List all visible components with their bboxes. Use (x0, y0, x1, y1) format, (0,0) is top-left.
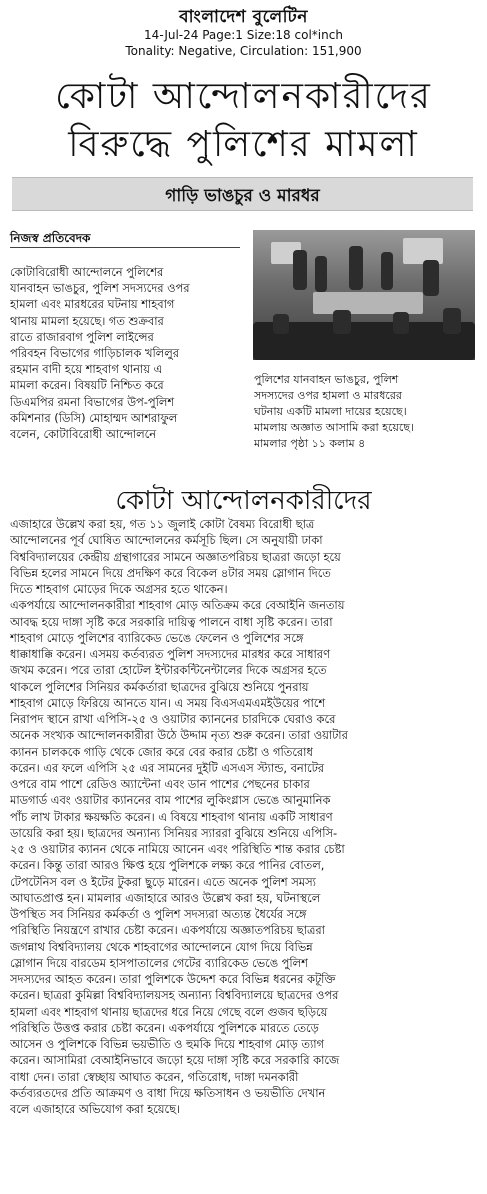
subheadline: গাড়ি ভাঙচুর ও মারধর (165, 186, 320, 206)
lead-column (10, 264, 244, 442)
body-text-line: অনেক সংখ্যক আন্দোলনকারীরা উঠে উদ্দাম নৃত্য শুরু করেন। তারা ওয়াটার (10, 728, 348, 743)
lead-text-line: যানবাহন ভাঙচুর, পুলিশ সদস্যদের ওপর (10, 281, 190, 296)
body-text-line: করেন। এর ফলে এপিসি ২৫ এর সামনের দুইটি এসএস স্ট্যান্ড, বনাটের (10, 760, 325, 775)
lead-text-line: ডিএমপির রমনা বিভাগের উপ-পুলিশ (10, 394, 175, 409)
body-text-line: একপর্যায়ে আন্দোলনকারীরা শাহবাগ মোড় অতিক্রম করে বেআইনি জনতায় (10, 598, 345, 613)
caption-text-line: মামলার পৃষ্ঠা ১১ কলাম ৪ (254, 437, 366, 450)
lead-text-line: কোটাবিরোধী আন্দোলনে পুলিশের (10, 265, 164, 279)
body-text-line: আঘাতপ্রাপ্ত হন। মামলার এজাহারে আরও উল্লেখ করা হয়, ঘটনাস্থলে (10, 890, 321, 905)
body-text-line: স্লোগান দিয়ে বারডেম হাসপাতালের গেটের ব্যারিকেড ভেঙে পুলিশ (10, 955, 308, 970)
body-text-line: জখম করেন। পরে তারা হোটেল ইন্টারকন্টিনেন্টালের দিকে অগ্রসর হতে (10, 663, 327, 678)
subheadline-bar (12, 177, 473, 211)
clipping-meta-date-page: 14-Jul-24 Page:1 Size:18 col*inch (144, 28, 343, 42)
body-text-line: টেপটেনিস বল ও ইটের টুকরা ছুড়ে মারেন। এতে অনেক পুলিশ সমস্য (10, 874, 316, 889)
body-text-line: উপস্থিত সব সিনিয়র কর্মকর্তা ও পুলিশ সদস্যরা অত্যন্ত ধৈর্যের সঙ্গে (10, 907, 307, 921)
body-text-line: ২৫ ও ওয়াটার ক্যানন থেকে নামিয়ে আনেন এবং পরিস্থিতি শান্ত করার চেষ্টা (10, 842, 345, 856)
body-text-line: করেন। আসামিরা বেআইনিভাবে জড়ো হয়ে দাঙ্গা সৃষ্টি করে সরকারি কাজে (10, 1053, 340, 1068)
lead-text-line: কমিশনার (ডিসি) মোহাম্মদ আশরাফুল (10, 410, 178, 425)
lead-text-line: পরিবহন বিভাগের গাড়িচালক খলিলুর (10, 346, 179, 361)
lead-text-line: রহমান বাদী হয়ে শাহবাগ থানায় এ (10, 362, 163, 377)
body-text-line: শাহবাগ মোড়ে পুলিশের ব্যারিকেড ভেঙে ফেলেন ও পুলিশের সঙ্গে (10, 630, 304, 645)
body-text-line: বিভিন্ন হলের সামনে দিয়ে প্রদক্ষিণ করে বিকেল ৪টার সময় স্লোগান দিতে (10, 565, 331, 580)
continuation-title: কোটা আন্দোলনকারীদের (115, 486, 372, 516)
lead-text-line: মামলা করেন। বিষয়টি নিশ্চিত করে (10, 378, 164, 393)
body-text-line: ডায়েরি করা হয়। ছাত্রদের অন্যান্য সিনিয়র স্যাররা বুঝিয়ে শুনিয়ে এপিসি- (10, 825, 338, 840)
body-text-line: করেন। ছাত্ররা কুমিল্লা বিশ্ববিদ্যালয়সহ অন্যান্য বিশ্ববিদ্যালয়ে ছাত্রদের ওপর (10, 988, 339, 1003)
body-text-line: এজাহারে উল্লেখ করা হয়, গত ১১ জুলাই কোটা বৈষম্য বিরোধী ছাত্র (10, 517, 315, 531)
body-text-line: মাডগার্ড এবং ওয়াটার ক্যাননের বাম পাশের লুকিংগ্লাস ভেঙে আনুমানিক (10, 793, 331, 808)
body-text-line: ওপরে বাম পাশে রেডিও অ্যান্টেনা এবং ডান পাশের পেছনের চাকার (10, 777, 310, 791)
body-text-line: দিতে শাহবাগ মোড়ের দিকে অগ্রসর হতে থাকেন। (10, 582, 228, 596)
headline-line-1: কোটা আন্দোলনকারীদের (55, 76, 432, 117)
body-text-line: জগন্নাথ বিশ্ববিদ্যালয় থেকে শাহবাগের আন্দোলনে যোগ দিয়ে বিভিন্ন (10, 939, 313, 954)
body-text-line: সদস্যদের আহত করেন। তারা পুলিশকে উদ্দেশ করে বিভিন্ন ধরনের কটূক্তি (10, 972, 336, 986)
body-text-line: থাকলে পুলিশের সিনিয়র কর্মকর্তারা ছাত্রদের বুঝিয়ে শুনিয়ে পুনরায় (10, 679, 309, 694)
body-text-line: করেন। কিন্তু তারা আরও ক্ষিপ্ত হয়ে পুলিশকে লক্ষ্য করে পানির বোতল, (10, 858, 325, 873)
caption-text-line: পুলিশের যানবাহন ভাঙচুর, পুলিশ (254, 373, 399, 386)
lead-text-line: রাতে রাজারবাগ পুলিশ লাইন্সের (10, 329, 154, 344)
body-text-line: পরিস্থিতি নিয়ন্ত্রণে রাখার চেষ্টা করেন। একপর্যায়ে অজ্ঞাতপরিচয় ছাত্ররা (10, 923, 325, 938)
body-text-line: বাধা দেন। তারা স্বেচ্ছায় আঘাত করেন, গতিরোধ, দাঙ্গা দমনকারী (10, 1069, 299, 1084)
body-text-line: কর্তব্যরতদের প্রতি আক্রমণ ও বাধা দিয়ে ক্ষতিসাধন ও ভয়ভীতি দেখান (10, 1085, 326, 1100)
lead-text-line: থানায় মামলা হয়েছে। গত শুক্রবার (10, 313, 164, 328)
news-photo (253, 230, 475, 360)
body-text-line: আসেন ও পুলিশকে বিভিন্ন ভয়ভীতি ও হুমকি দিয়ে শাহবাগ মোড় ত্যাগ (10, 1037, 325, 1051)
lead-text-line: হামলা এবং মারধরের ঘটনায় শাহবাগ (10, 297, 175, 312)
body-text-line: শাহবাগ মোড়ে ফিরিয়ে আনতে যান। এ সময় বিএসএমএমইউয়ের পাশে (10, 695, 326, 710)
photo-caption (254, 372, 478, 452)
reporter-byline: নিজস্ব প্রতিবেদক (10, 231, 91, 245)
lead-text-line: বলেন, কোটাবিরোধী আন্দোলনে (10, 427, 157, 442)
body-text-line: হামলা এবং শাহবাগ থানায় ছাত্রদের ধরে নিয়ে গেছে বলে গুজব ছড়িয়ে (10, 1004, 328, 1019)
body-text-line: আবদ্ধ হয়ে দাঙ্গা সৃষ্টি করে সরকারি দায়িত্ব পালনে বাধা সৃষ্টি করেন। তারা (10, 614, 333, 629)
masthead: বাংলাদেশ বুলেটিন (179, 7, 308, 27)
caption-text-line: মামলায় অজ্ঞাত আসামি করা হয়েছে। (254, 421, 414, 434)
clipping-meta-tonality: Tonality: Negative, Circulation: 151,900 (125, 44, 362, 58)
body-text-line: আন্দোলনের পূর্ব ঘোষিত আন্দোলনের কর্মসূচি ছিল। সে অনুযায়ী ঢাকা (10, 533, 323, 548)
body-text-line: ধাক্কাধাক্কি করেন। এসময় কর্তব্যরত পুলিশ সদস্যদের মারধর করে সাধারণ (10, 647, 330, 661)
body-text-line: পাঁচ লাখ টাকার ক্ষয়ক্ষতি করেন। এ বিষয়ে শাহবাগ থানায় একটি সাধারণ (10, 809, 333, 824)
body-text-line: বলে এজাহারে অভিযোগ করা হয়েছে। (10, 1102, 181, 1116)
article-body (10, 516, 478, 1117)
caption-text-line: ঘটনায় একটি মামলা দায়ের হয়েছে। (254, 405, 407, 418)
byline-rule (10, 247, 240, 248)
headline-line-2: বিরুদ্ধে পুলিশের মামলা (68, 124, 419, 165)
body-text-line: ক্যানন চালককে গাড়ি থেকে জোর করে বের করার চেষ্টা ও গতিরোধ (10, 744, 313, 759)
caption-text-line: সদস্যদের ওপর হামলা ও মারধরের (254, 389, 402, 402)
body-text-line: নিরাপদ স্থানে রাখা এপিসি-২৫ ও ওয়াটার ক্যাননের চারদিকে ঘেরাও করে (10, 712, 336, 726)
body-text-line: পরিস্থিতি উত্তপ্ত করার চেষ্টা করেন। একপর্যায়ে পুলিশকে মারতে তেড়ে (10, 1020, 319, 1035)
body-text-line: বিশ্ববিদ্যালয়ের কেন্দ্রীয় গ্রন্থাগারের সামনে অজ্ঞাতপরিচয় ছাত্ররা জড়ো হয়ে (10, 549, 341, 564)
